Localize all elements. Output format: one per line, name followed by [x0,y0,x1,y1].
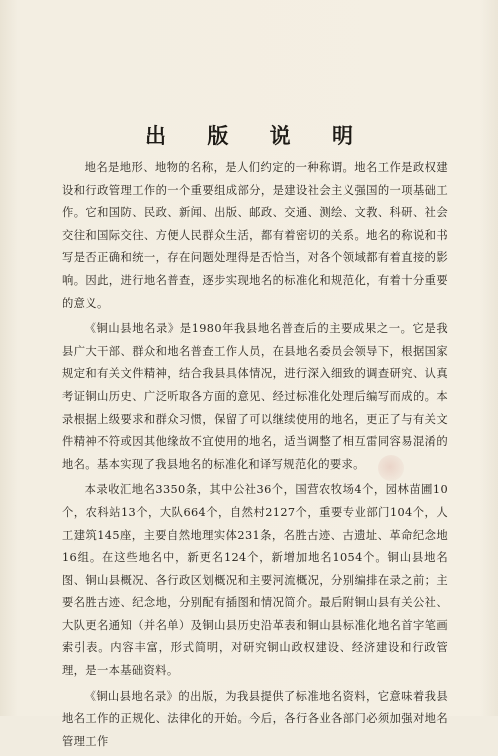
paragraph-4: 《铜山县地名录》的出版，为我县提供了标准地名资料，它意味着我县地名工作的正规化、法律化的开始。今后，各行各业各部门必须加强对地名管理工作 [62,689,448,748]
paragraph-1: 地名是地形、地物的名称，是人们约定的一种称谓。地名工作是政权建设和行政管理工作的一个重要组成部分，是建设社会主义强国的一项基础工作。它和国防、民政、新闻、出版、邮政、交通、测绘、文教、科研、社会交往和国际交往、方便人民群众生活，都有着密切的关系。地名的称说和书写是否正确和统一，存在问题处理得是否恰当，对各个领域都有着直接的影响。因此，进行地名普查，逐步实现地名的标准化和规范化，有着十分重要的意义。 [62,161,448,310]
paragraph-3: 本录收汇地名3350条，其中公社36个，国营农牧场4个，园林苗圃10个，农科站13个，大队664个，自然村2127个，重要专业部门104个，人工建筑145座，主要自然地理实体231条，名胜古迹、古遗址、革命纪念地16组。在这些地名中，新更名124个，新增加地名1054个。铜山县地名图、铜山县概况、各行政区划概况和主要河流概况，分别编排在录之前；主要名胜古迹、纪念地，分别配有插图和情况简介。最后附铜山县有关公社、大队更名通知（并名单）及铜山县历史沿革表和铜山县标准化地名首字笔画索引表。内容丰富，形式简明，对研究铜山政权建设、经济建设和行政管理，是一本基础资料。 [62,483,448,678]
ink-smudge [378,455,404,481]
page-title: 出 版 说 明 [145,124,370,148]
paragraph-2: 《铜山县地名录》是1980年我县地名普查后的主要成果之一。它是我县广大干部、群众和地名普查工作人员，在县地名委员会领导下，根据国家规定和有关文件精神，结合我县具体情况，进行深入细致的调查研究、认真考证铜山历史、广泛听取各方面的意见、经过标准化处理后编写而成的。本录根据上级要求和群众习惯，保留了可以继续使用的地名，更正了与有关文件精神不符或因其他缘故不宜使用的地名，适当调整了相互雷同容易混淆的地名。基本实现了我县地名的标准化和译写规范化的要求。 [62,322,448,471]
